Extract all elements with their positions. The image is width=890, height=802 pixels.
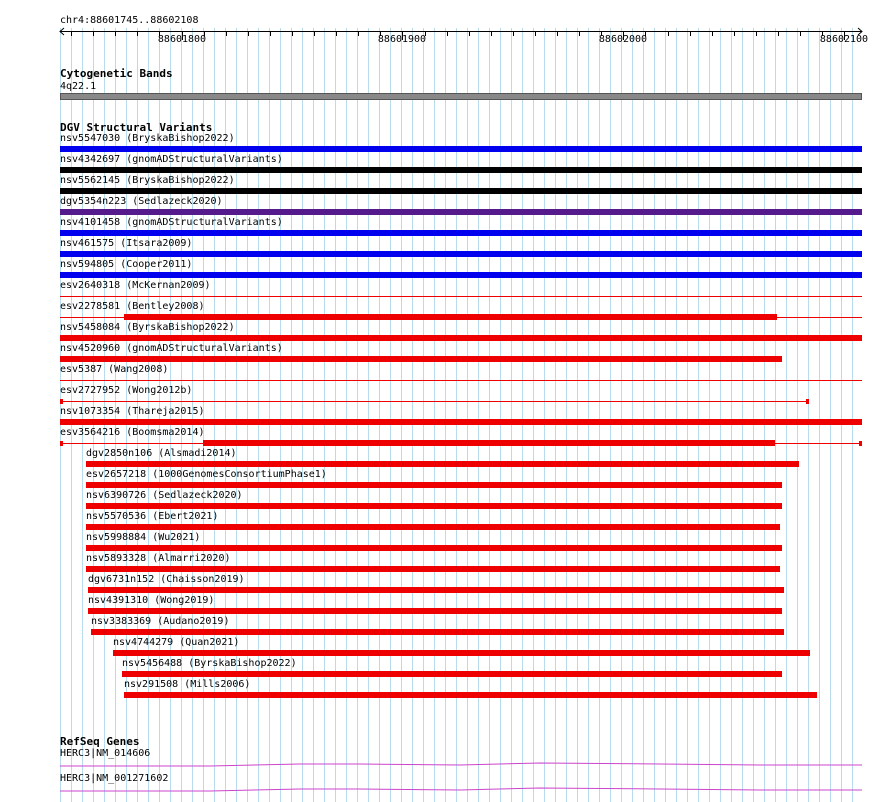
dgv-feature-label[interactable]: nsv594805 (Cooper2011)	[60, 259, 193, 270]
dgv-feature-label[interactable]: nsv5562145 (BryskaBishop2022)	[60, 175, 235, 186]
ruler-tick-label: 88601800	[157, 34, 207, 45]
dgv-feature-label[interactable]: dgv6731n152 (Chaisson2019)	[88, 574, 245, 585]
dgv-feature-label[interactable]: nsv1073354 (Thareja2015)	[60, 406, 205, 417]
dgv-feature-label[interactable]: esv3564216 (Boomsma2014)	[60, 427, 205, 438]
dgv-track-title: DGV Structural Variants	[60, 121, 213, 134]
dgv-feature-line[interactable]	[60, 380, 862, 381]
dgv-feature-end-block[interactable]	[60, 399, 63, 404]
dgv-feature-bar[interactable]	[122, 671, 782, 677]
dgv-feature-label[interactable]: nsv4744279 (Quan2021)	[113, 637, 240, 648]
refseq-track-title: RefSeq Genes	[60, 735, 140, 748]
dgv-feature-bar[interactable]	[60, 230, 862, 236]
dgv-feature-label[interactable]: nsv5998884 (Wu2021)	[86, 532, 201, 543]
dgv-feature-bar[interactable]	[60, 188, 862, 194]
dgv-feature-label[interactable]: nsv4391310 (Wong2019)	[88, 595, 215, 606]
dgv-feature-bar[interactable]	[60, 419, 862, 425]
dgv-feature-label[interactable]: dgv2850n106 (Alsmadi2014)	[86, 448, 237, 459]
dgv-feature-block[interactable]	[124, 314, 777, 320]
dgv-feature-bar[interactable]	[124, 692, 817, 698]
dgv-feature-bar[interactable]	[86, 524, 780, 530]
dgv-feature-label[interactable]: esv2657218 (1000GenomesConsortiumPhase1)	[86, 469, 327, 480]
dgv-feature-label[interactable]: nsv291508 (Mills2006)	[124, 679, 251, 690]
dgv-feature-label[interactable]: nsv461575 (Itsara2009)	[60, 238, 193, 249]
dgv-feature-end-block[interactable]	[60, 441, 63, 446]
dgv-feature-bar[interactable]	[60, 356, 782, 362]
position-label: chr4:88601745..88602108	[60, 15, 199, 26]
refseq-feature-glyph[interactable]	[60, 785, 862, 795]
dgv-feature-block[interactable]	[203, 440, 775, 446]
dgv-feature-label[interactable]: nsv4342697 (gnomADStructuralVariants)	[60, 154, 283, 165]
dgv-feature-label[interactable]: nsv3383369 (Audano2019)	[91, 616, 230, 627]
dgv-feature-bar[interactable]	[60, 209, 862, 215]
dgv-feature-line[interactable]	[60, 296, 862, 297]
dgv-feature-label[interactable]: esv2727952 (Wong2012b)	[60, 385, 193, 396]
dgv-feature-line[interactable]	[60, 401, 809, 402]
cytoband-bar[interactable]	[60, 93, 862, 100]
dgv-feature-bar[interactable]	[86, 503, 782, 509]
dgv-feature-bar[interactable]	[60, 167, 862, 173]
refseq-feature-label[interactable]: HERC3|NM_014606	[60, 748, 151, 759]
dgv-feature-label[interactable]: nsv6390726 (Sedlazeck2020)	[86, 490, 243, 501]
dgv-feature-label[interactable]: nsv5893328 (Almarri2020)	[86, 553, 231, 564]
ruler-tick-label: 88602000	[598, 34, 648, 45]
dgv-feature-label[interactable]: nsv5547030 (BryskaBishop2022)	[60, 133, 235, 144]
ruler-tick-label: 88601900	[377, 34, 427, 45]
dgv-feature-bar[interactable]	[91, 629, 784, 635]
refseq-feature-label[interactable]: HERC3|NM_001271602	[60, 773, 169, 784]
ruler-tick-label: 88602100	[819, 34, 869, 45]
dgv-feature-bar[interactable]	[86, 461, 799, 467]
cytoband-name[interactable]: 4q22.1	[60, 81, 97, 92]
dgv-feature-label[interactable]: nsv5456488 (ByrskaBishop2022)	[122, 658, 297, 669]
dgv-feature-bar[interactable]	[86, 566, 780, 572]
dgv-feature-end-block[interactable]	[806, 399, 809, 404]
dgv-feature-bar[interactable]	[113, 650, 810, 656]
dgv-feature-bar[interactable]	[60, 146, 862, 152]
dgv-feature-bar[interactable]	[88, 587, 784, 593]
dgv-feature-label[interactable]: esv2640318 (McKernan2009)	[60, 280, 211, 291]
dgv-feature-label[interactable]: nsv4520960 (gnomADStructuralVariants)	[60, 343, 283, 354]
refseq-feature-glyph[interactable]	[60, 760, 862, 770]
dgv-feature-bar[interactable]	[88, 608, 782, 614]
cytoband-track-title: Cytogenetic Bands	[60, 67, 173, 80]
dgv-feature-bar[interactable]	[60, 335, 862, 341]
dgv-feature-label[interactable]: nsv5570536 (Ebert2021)	[86, 511, 219, 522]
dgv-feature-end-block[interactable]	[859, 441, 862, 446]
dgv-feature-bar[interactable]	[86, 482, 782, 488]
dgv-feature-label[interactable]: esv2278581 (Bentley2008)	[60, 301, 205, 312]
dgv-feature-label[interactable]: esv5387 (Wang2008)	[60, 364, 169, 375]
dgv-feature-bar[interactable]	[60, 251, 862, 257]
ruler[interactable]	[0, 22, 890, 46]
dgv-feature-label[interactable]: nsv5458084 (ByrskaBishop2022)	[60, 322, 235, 333]
dgv-feature-label[interactable]: nsv4101458 (gnomADStructuralVariants)	[60, 217, 283, 228]
dgv-feature-bar[interactable]	[60, 272, 862, 278]
dgv-feature-label[interactable]: dgv5354n223 (Sedlazeck2020)	[60, 196, 223, 207]
dgv-feature-bar[interactable]	[86, 545, 782, 551]
